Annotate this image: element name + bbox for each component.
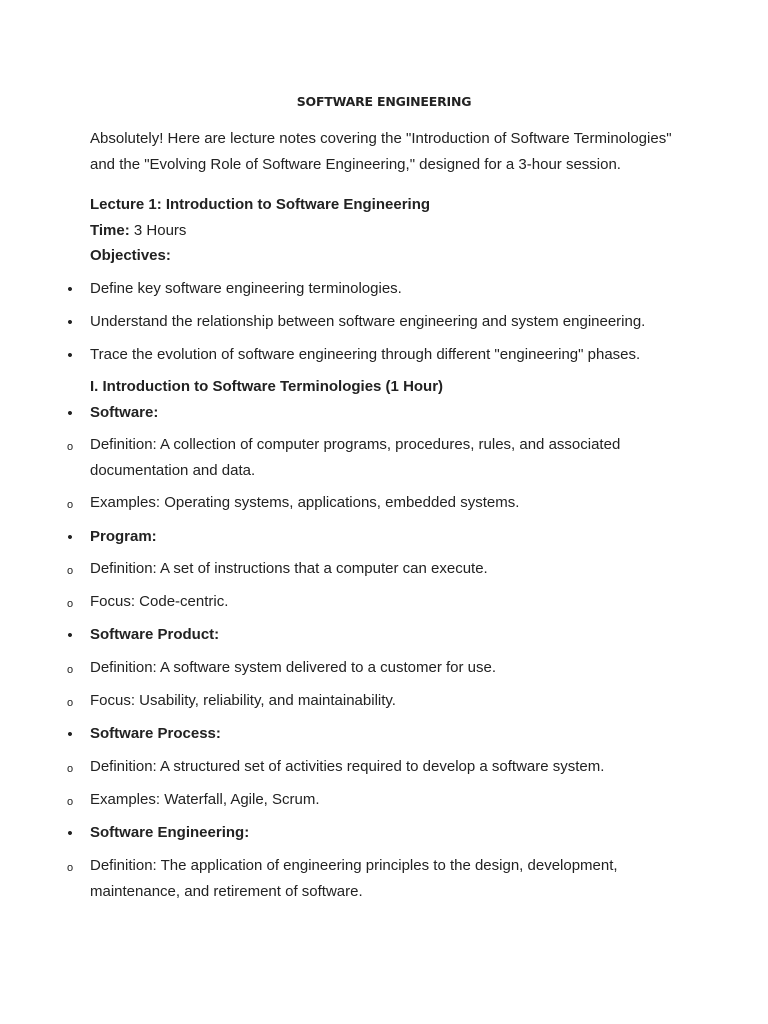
term-program-definition: Definition: A set of instructions that a computer can execute.	[90, 560, 488, 577]
objective-item: Trace the evolution of software engineering through different "engineering" phases.	[90, 346, 641, 363]
time-label: Time:	[90, 222, 130, 239]
sub-bullet-marker: o	[66, 664, 74, 676]
lecture-heading: Lecture 1: Introduction to Software Engineering	[90, 196, 431, 213]
term-engineering-definition-cont: maintenance, and retirement of software.	[90, 883, 363, 900]
term-process-examples: Examples: Waterfall, Agile, Scrum.	[90, 791, 320, 808]
bullet-marker: •	[67, 529, 73, 546]
term-product-label: Software Product:	[90, 626, 220, 643]
page-title: SOFTWARE ENGINEERING	[296, 94, 472, 109]
objectives-label: Objectives:	[90, 247, 171, 264]
objective-item: Understand the relationship between software engineering and system engineering.	[90, 313, 646, 330]
bullet-marker: •	[67, 314, 73, 331]
lecture-time	[90, 218, 186, 244]
bullet-marker: •	[67, 627, 73, 644]
bullet-marker: •	[67, 347, 73, 364]
term-process-definition: Definition: A structured set of activities required to develop a software system.	[90, 758, 605, 775]
section-heading: I. Introduction to Software Terminologies (1 Hour)	[90, 378, 444, 395]
sub-bullet-marker: o	[66, 441, 74, 453]
term-software-definition-cont: documentation and data.	[90, 462, 256, 479]
sub-bullet-marker: o	[66, 763, 74, 775]
intro-line-2: and the "Evolving Role of Software Engineering," designed for a 3-hour session.	[90, 156, 621, 173]
sub-bullet-marker: o	[66, 862, 74, 874]
sub-bullet-marker: o	[66, 499, 74, 511]
bullet-marker: •	[67, 726, 73, 743]
term-software-examples: Examples: Operating systems, applications, embedded systems.	[90, 494, 520, 511]
sub-bullet-marker: o	[66, 796, 74, 808]
objective-item: Define key software engineering terminologies.	[90, 280, 402, 297]
bullet-marker: •	[67, 825, 73, 842]
intro-line-1: Absolutely! Here are lecture notes covering the "Introduction of Software Terminologies"	[90, 130, 672, 147]
bullet-marker: •	[67, 281, 73, 298]
term-engineering-label: Software Engineering:	[90, 824, 250, 841]
term-product-definition: Definition: A software system delivered to a customer for use.	[90, 659, 497, 676]
term-program-label: Program:	[90, 528, 157, 545]
term-software-label: Software:	[90, 404, 159, 421]
sub-bullet-marker: o	[66, 598, 74, 610]
sub-bullet-marker: o	[66, 697, 74, 709]
bullet-marker: •	[67, 405, 73, 422]
term-process-label: Software Process:	[90, 725, 221, 742]
sub-bullet-marker: o	[66, 565, 74, 577]
term-product-focus: Focus: Usability, reliability, and maintainability.	[90, 692, 396, 709]
term-program-focus: Focus: Code-centric.	[90, 593, 229, 610]
term-software-definition: Definition: A collection of computer programs, procedures, rules, and associated	[90, 436, 621, 453]
time-value: 3 Hours	[129, 222, 187, 239]
term-engineering-definition: Definition: The application of engineering principles to the design, development,	[90, 857, 618, 874]
